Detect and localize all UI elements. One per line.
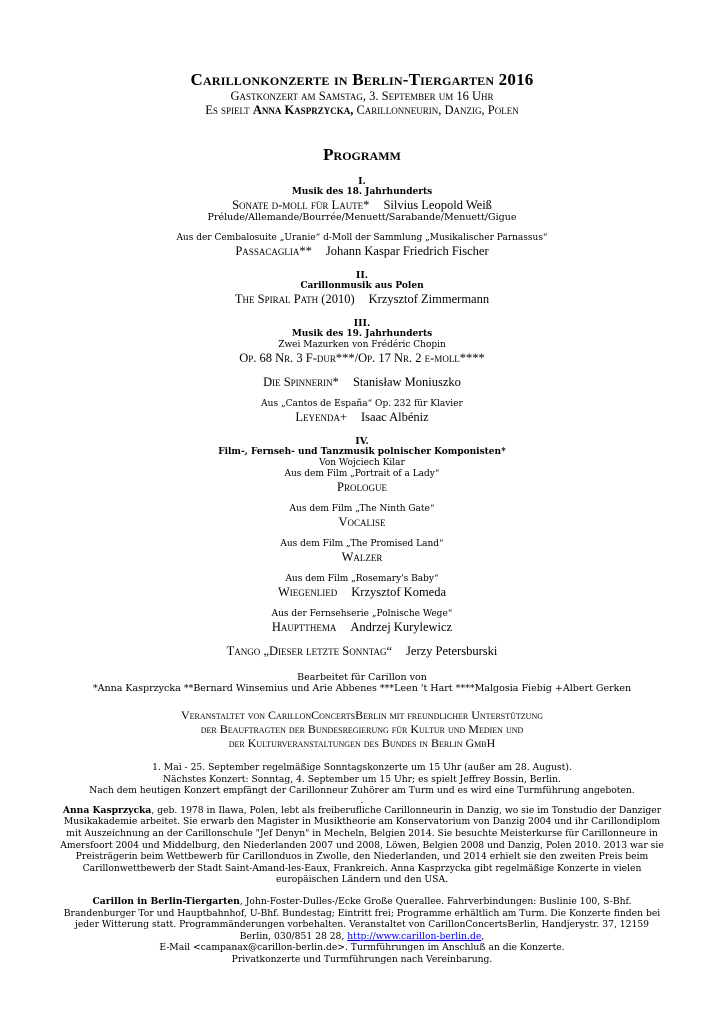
performer-name: Anna Kasprzycka, [252, 103, 354, 117]
season-info: 1. Mai - 25. September regelmäßige Sonntagskonzerte um 15 Uhr (außer am 28. August). [152, 762, 572, 773]
section-number-4: IV. [355, 436, 369, 447]
section-number-2: II. [355, 270, 369, 281]
piece-composer: Jerzy Petersburski [406, 644, 498, 658]
organizer-line-2: der Beauftragten der Bundesregierung für Kultur und Medien und [200, 722, 524, 736]
piece-tango [60, 644, 664, 658]
section-title-3: Musik des 19. Jahrhunderts [291, 329, 433, 339]
location-name: Carillon in Berlin-Tiergarten [92, 895, 240, 907]
website-link[interactable]: http://www.carillon-berlin.de [347, 930, 482, 942]
concert-date-line: Gastkonzert am Samstag, 3. September um 16 Uhr [230, 89, 494, 103]
page-title: Carillonkonzerte in Berlin-Tiergarten 2016 [190, 70, 534, 89]
piece-title: Wiegenlied [277, 585, 338, 599]
piece-intro: Aus der Cembalosuite „Uranie“ d-Moll der Sammlung „Musikalischer Parnassus“ [176, 233, 548, 243]
concert-program-page [60, 70, 664, 966]
tower-tour-info: Nach dem heutigen Konzert empfängt der Carillonneur Zuhörer am Turm und es wird eine Turmführung angeboten. [89, 785, 635, 797]
film-intro: Aus der Fernsehserie „Polnische Wege“ [271, 609, 453, 619]
arrangers-list: *Anna Kasprzycka **Bernard Winsemius und Arie Abbenes ***Leen 't Hart ****Malgosia Fiebig +Albert Gerken [92, 683, 632, 694]
piece-composer: Isaac Albéniz [361, 410, 429, 424]
piece-leyenda [60, 410, 664, 424]
section-title-2: Carillonmusik aus Polen [300, 281, 424, 291]
section-title-1: Musik des 18. Jahrhunderts [291, 187, 433, 197]
piece-composer: Silvius Leopold Weiß [383, 198, 492, 212]
piece-title: Die Spinnerin* [263, 375, 339, 389]
private-concerts-line: Privatkonzerte und Turmführungen nach Vereinbarung. [231, 953, 493, 965]
performer-prefix: Es spielt [205, 103, 253, 117]
piece-sonate [60, 198, 664, 212]
piece-composer: Krzysztof Zimmermann [368, 292, 490, 306]
piece-spiral-path [60, 292, 664, 306]
email-line: E-Mail <campanax@carillon-berlin.de>. Turmführungen im Anschluß an die Konzerte. [159, 942, 565, 954]
location-info [60, 896, 664, 942]
piece-movements: Prélude/Allemande/Bourrée/Menuett/Sarabande/Menuett/Gigue [207, 212, 517, 223]
section-title-4: Film-, Fernseh- und Tanzmusik polnischer Komponisten* [218, 447, 506, 457]
piece-composer: Stanisław Moniuszko [352, 375, 461, 389]
performer-bio [60, 805, 664, 886]
piece-title: Tango „Dieser letzte Sonntag“ [226, 644, 393, 658]
organizer-line-1: Veranstaltet von CarillonConcertsBerlin mit freundlicher Unterstützung [180, 708, 544, 722]
separator-dot: . [360, 794, 364, 806]
piece-title: Hauptthema [271, 620, 337, 634]
piece-intro: Aus „Cantos de España“ Op. 232 für Klavier [261, 399, 463, 409]
piece-prologue: Prologue [337, 480, 387, 494]
film-intro: Aus dem Film „The Promised Land“ [280, 539, 444, 549]
piece-wiegenlied [60, 585, 664, 599]
film-intro: Aus dem Film „Rosemary's Baby“ [285, 574, 439, 584]
performer-line [60, 103, 664, 117]
bio-name: Anna Kasprzycka [62, 804, 152, 816]
link-comma: , [481, 930, 485, 942]
film-intro: Aus dem Film „Portrait of a Lady“ [284, 469, 440, 479]
next-concert-info: Nächstes Konzert: Sonntag, 4. September um 15 Uhr; es spielt Jeffrey Bossin, Berlin. [163, 773, 561, 785]
piece-composer: Andrzej Kurylewicz [350, 620, 453, 634]
piece-intro: Zwei Mazurken von Frédéric Chopin [278, 340, 446, 350]
piece-spinnerin [60, 375, 664, 389]
performer-suffix: Carillonneurin, Danzig, Polen [353, 103, 519, 117]
arrangers-heading: Bearbeitet für Carillon von [297, 672, 427, 683]
piece-walzer: Walzer [341, 550, 383, 564]
piece-title: Sonate d-moll für Laute* [232, 198, 370, 212]
composer-line: Von Wojciech Kilar [319, 458, 405, 468]
piece-composer: Johann Kaspar Friedrich Fischer [325, 244, 489, 258]
piece-hauptthema [60, 620, 664, 634]
piece-title: The Spiral Path (2010) [234, 292, 355, 306]
programm-heading: Programm [323, 145, 401, 164]
piece-passacaglia [60, 244, 664, 258]
location-text: , John-Foster-Dulles-/Ecke Große Querallee. Fahrverbindungen: Buslinie 100, S-Bhf. Brandenburger Tor und Hauptbahnhof, U-Bhf. Bundestag; Eintritt frei; Programme erhältlich am Turm. Die Konzerte finden bei jeder Witterung statt. Programmänderungen vorbehalten. Veranstaltet von CarillonConcertsBerlin, Handjerystr. 37, 12159 Berlin, 030/851 28 28, [63, 895, 661, 942]
piece-mazurkas: Op. 68 Nr. 3 F-dur***/Op. 17 Nr. 2 e-moll**** [239, 351, 485, 365]
section-number-1: I. [358, 176, 366, 187]
organizer-line-3: der Kulturveranstaltungen des Bundes in Berlin GmbH [228, 736, 496, 750]
piece-title: Passacaglia** [235, 244, 312, 258]
piece-composer: Krzysztof Komeda [351, 585, 447, 599]
film-intro: Aus dem Film „The Ninth Gate“ [289, 504, 435, 514]
piece-vocalise: Vocalise [338, 515, 386, 529]
bio-text: , geb. 1978 in Ilawa, Polen, lebt als freiberufliche Carillonneurin in Danzig, wo sie im Tonstudio der Danziger Musikakademie arbeitet. Sie erwarb den Magister in Musiktheorie am Konservatorium von Danzig 2004 und ihr Carillondiplom mit Auszeichnung an der Carillonschule "Jef Denyn" in Mecheln, Belgien 2014. Sie besuchte Meisterkurse für Carillonneure in Amersfoort 2004 und Middelburg, den Niederlanden 2007 und 2008, Löwen, Belgien 2008 und Danzig, Polen 2010. 2013 war sie Preisträgerin beim Wettbewerb für Carillonduos in Zwolle, den Niederlanden, und 2014 erhielt sie den zweiten Preis beim Carillonwettbewerb der Stadt Saint-Amand-les-Eaux, Frankreich. Anna Kasprzycka gibt regelmäßige Konzerte in vielen europäischen Ländern und den USA. [60, 804, 664, 886]
piece-title: Leyenda+ [295, 410, 347, 424]
section-number-3: III. [353, 318, 371, 329]
